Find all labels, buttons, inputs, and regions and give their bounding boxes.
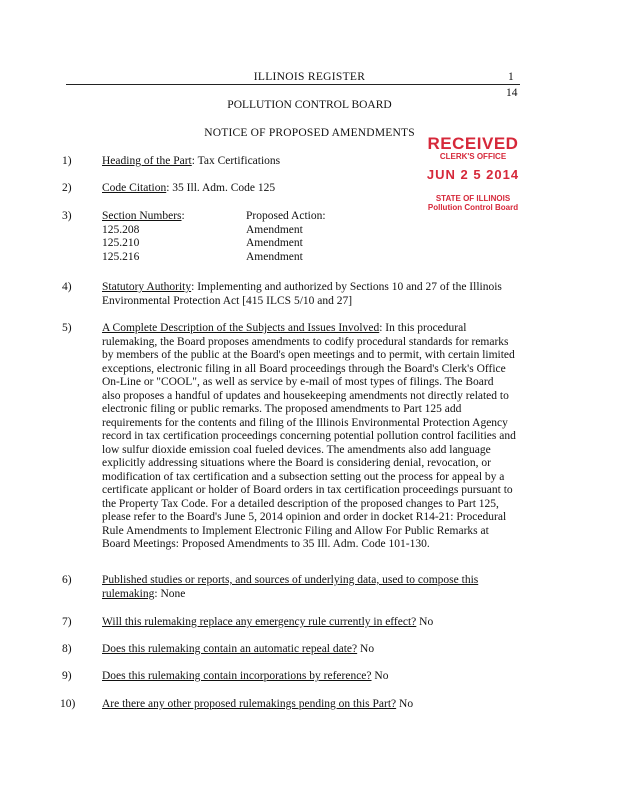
paragraph-line: explicitly addressing situations where the Board is considering denial, revocation, or <box>102 457 491 469</box>
board-title: POLLUTION CONTROL BOARD <box>227 99 392 111</box>
stamp-state-line: STATE OF ILLINOIS <box>435 194 511 203</box>
stamp-office: CLERK'S OFFICE <box>439 152 507 161</box>
item-body <box>102 155 518 169</box>
item-text-line: Environmental Protection Act [415 ILCS 5/10 and 27] <box>102 294 353 307</box>
item-number: 3) <box>62 210 72 222</box>
item-label: A Complete Description of the Subjects and Issues Involved <box>102 322 380 334</box>
paragraph-line: please refer to the Board's June 5, 2014 opinion and order in docket R14-21: Procedural <box>102 511 507 523</box>
item-body <box>102 643 518 657</box>
received-stamp <box>418 134 528 212</box>
item-body <box>102 210 522 270</box>
label-colon: : <box>181 210 185 222</box>
section-action: Amendment <box>246 223 303 236</box>
paragraph-line: Rule Amendments to Implement Electronic Filing and Allow For Public Remarks at <box>102 524 489 537</box>
item-text: No <box>396 698 414 710</box>
item-text: : None <box>154 587 186 600</box>
item-text: : Implementing and authorized by Sections 10 and 27 of the Illinois <box>191 281 502 293</box>
section-number: 125.208 <box>102 223 140 236</box>
paragraph-line: On-Line or "COOL", as well as service by e-mail of most types of filings. The Board <box>102 376 494 388</box>
item-number: 6) <box>62 574 72 586</box>
paragraph-line: requirements for the contents and filing of the Illinois Environmental Protection Agency <box>102 416 508 429</box>
item-text: No <box>371 670 389 682</box>
item-label-cont: rulemaking <box>102 587 155 600</box>
section-row <box>102 251 522 265</box>
paragraph-line: record in tax certification proceedings concerning potential pollution control facilities and <box>102 430 516 442</box>
item-body <box>102 574 518 601</box>
notice-title: NOTICE OF PROPOSED AMENDMENTS <box>204 127 415 139</box>
item-text: : In this procedural <box>379 322 467 334</box>
item-label: Heading of the Part <box>102 155 192 167</box>
item-number: 8) <box>62 643 72 655</box>
paragraph-line: certificate applicant or holder of Board orders in tax certification proceedings pursuant to <box>102 484 513 496</box>
item-number: 1) <box>62 155 72 167</box>
paragraph-line: Board Meetings: Proposed Amendments to 35 Ill. Adm. Code 101-130. <box>102 538 430 550</box>
item-number: 5) <box>62 322 72 334</box>
section-numbers-label: Section Numbers <box>102 210 182 222</box>
item-body <box>102 322 518 552</box>
item-body <box>102 182 518 196</box>
section-action: Amendment <box>246 237 303 249</box>
paragraph-line: exceptions, electronic filing in all Board proceedings through the Board's Clerk's Office <box>102 362 506 375</box>
item-number: 10) <box>60 698 76 710</box>
item-body <box>102 698 518 712</box>
item-label: Will this rulemaking replace any emergency rule currently in effect? <box>102 616 417 628</box>
page-number-bottom: 14 <box>506 87 518 99</box>
item-number: 9) <box>62 670 72 682</box>
paragraph-line: low sulfur dioxide emission coal fueled devices. The amendments also add language <box>102 443 491 456</box>
item-body <box>102 616 518 630</box>
section-action: Amendment <box>246 250 303 263</box>
paragraph-line: by members of the public at the Board's open meetings and to permit, with certain limited <box>102 349 515 361</box>
stamp-board-line: Pollution Control Board <box>427 203 519 212</box>
register-title: ILLINOIS REGISTER <box>253 71 366 83</box>
item-label: Published studies or reports, and sources of underlying data, used to compose this <box>102 574 479 586</box>
stamp-received: RECEIVED <box>427 134 519 153</box>
paragraph-line: rulemaking, the Board proposes amendments to codify procedural standards for remarks <box>102 335 509 348</box>
item-number: 4) <box>62 281 72 293</box>
proposed-action-label: Proposed Action: <box>246 210 326 222</box>
paragraph-line: electronic filing or public remarks. The proposed amendments to Part 125 add <box>102 403 462 415</box>
item-body <box>102 670 518 684</box>
section-row <box>102 237 522 251</box>
item-body <box>102 281 518 308</box>
item-text: : Tax Certifications <box>191 155 281 167</box>
paragraph-line: the Property Tax Code. For a detailed description of the proposed changes to Part 125, <box>102 497 499 510</box>
paragraph-line: modification of tax certification and a subsection setting out the process for appeal by a <box>102 470 505 483</box>
section-row <box>102 224 522 238</box>
item-label: Statutory Authority <box>102 281 192 293</box>
item-label: Code Citation <box>102 182 167 194</box>
item-label: Are there any other proposed rulemakings pending on this Part? <box>102 698 397 710</box>
item-label: Does this rulemaking contain an automatic repeal date? <box>102 643 358 655</box>
item-label: Does this rulemaking contain incorporations by reference? <box>102 670 372 682</box>
header-rule <box>66 84 520 85</box>
item-text: No <box>357 643 375 655</box>
item-number: 2) <box>62 182 72 194</box>
section-number: 125.210 <box>102 237 140 249</box>
stamp-date: JUN 2 5 2014 <box>426 167 520 182</box>
item-text: : 35 Ill. Adm. Code 125 <box>166 182 276 194</box>
section-number: 125.216 <box>102 250 140 263</box>
item-number: 7) <box>62 616 72 628</box>
paragraph-line: also proposes a handful of updates and housekeeping amendments not directly related to <box>102 389 509 402</box>
page-number-top: 1 <box>508 71 514 83</box>
item-text: No <box>416 616 434 628</box>
